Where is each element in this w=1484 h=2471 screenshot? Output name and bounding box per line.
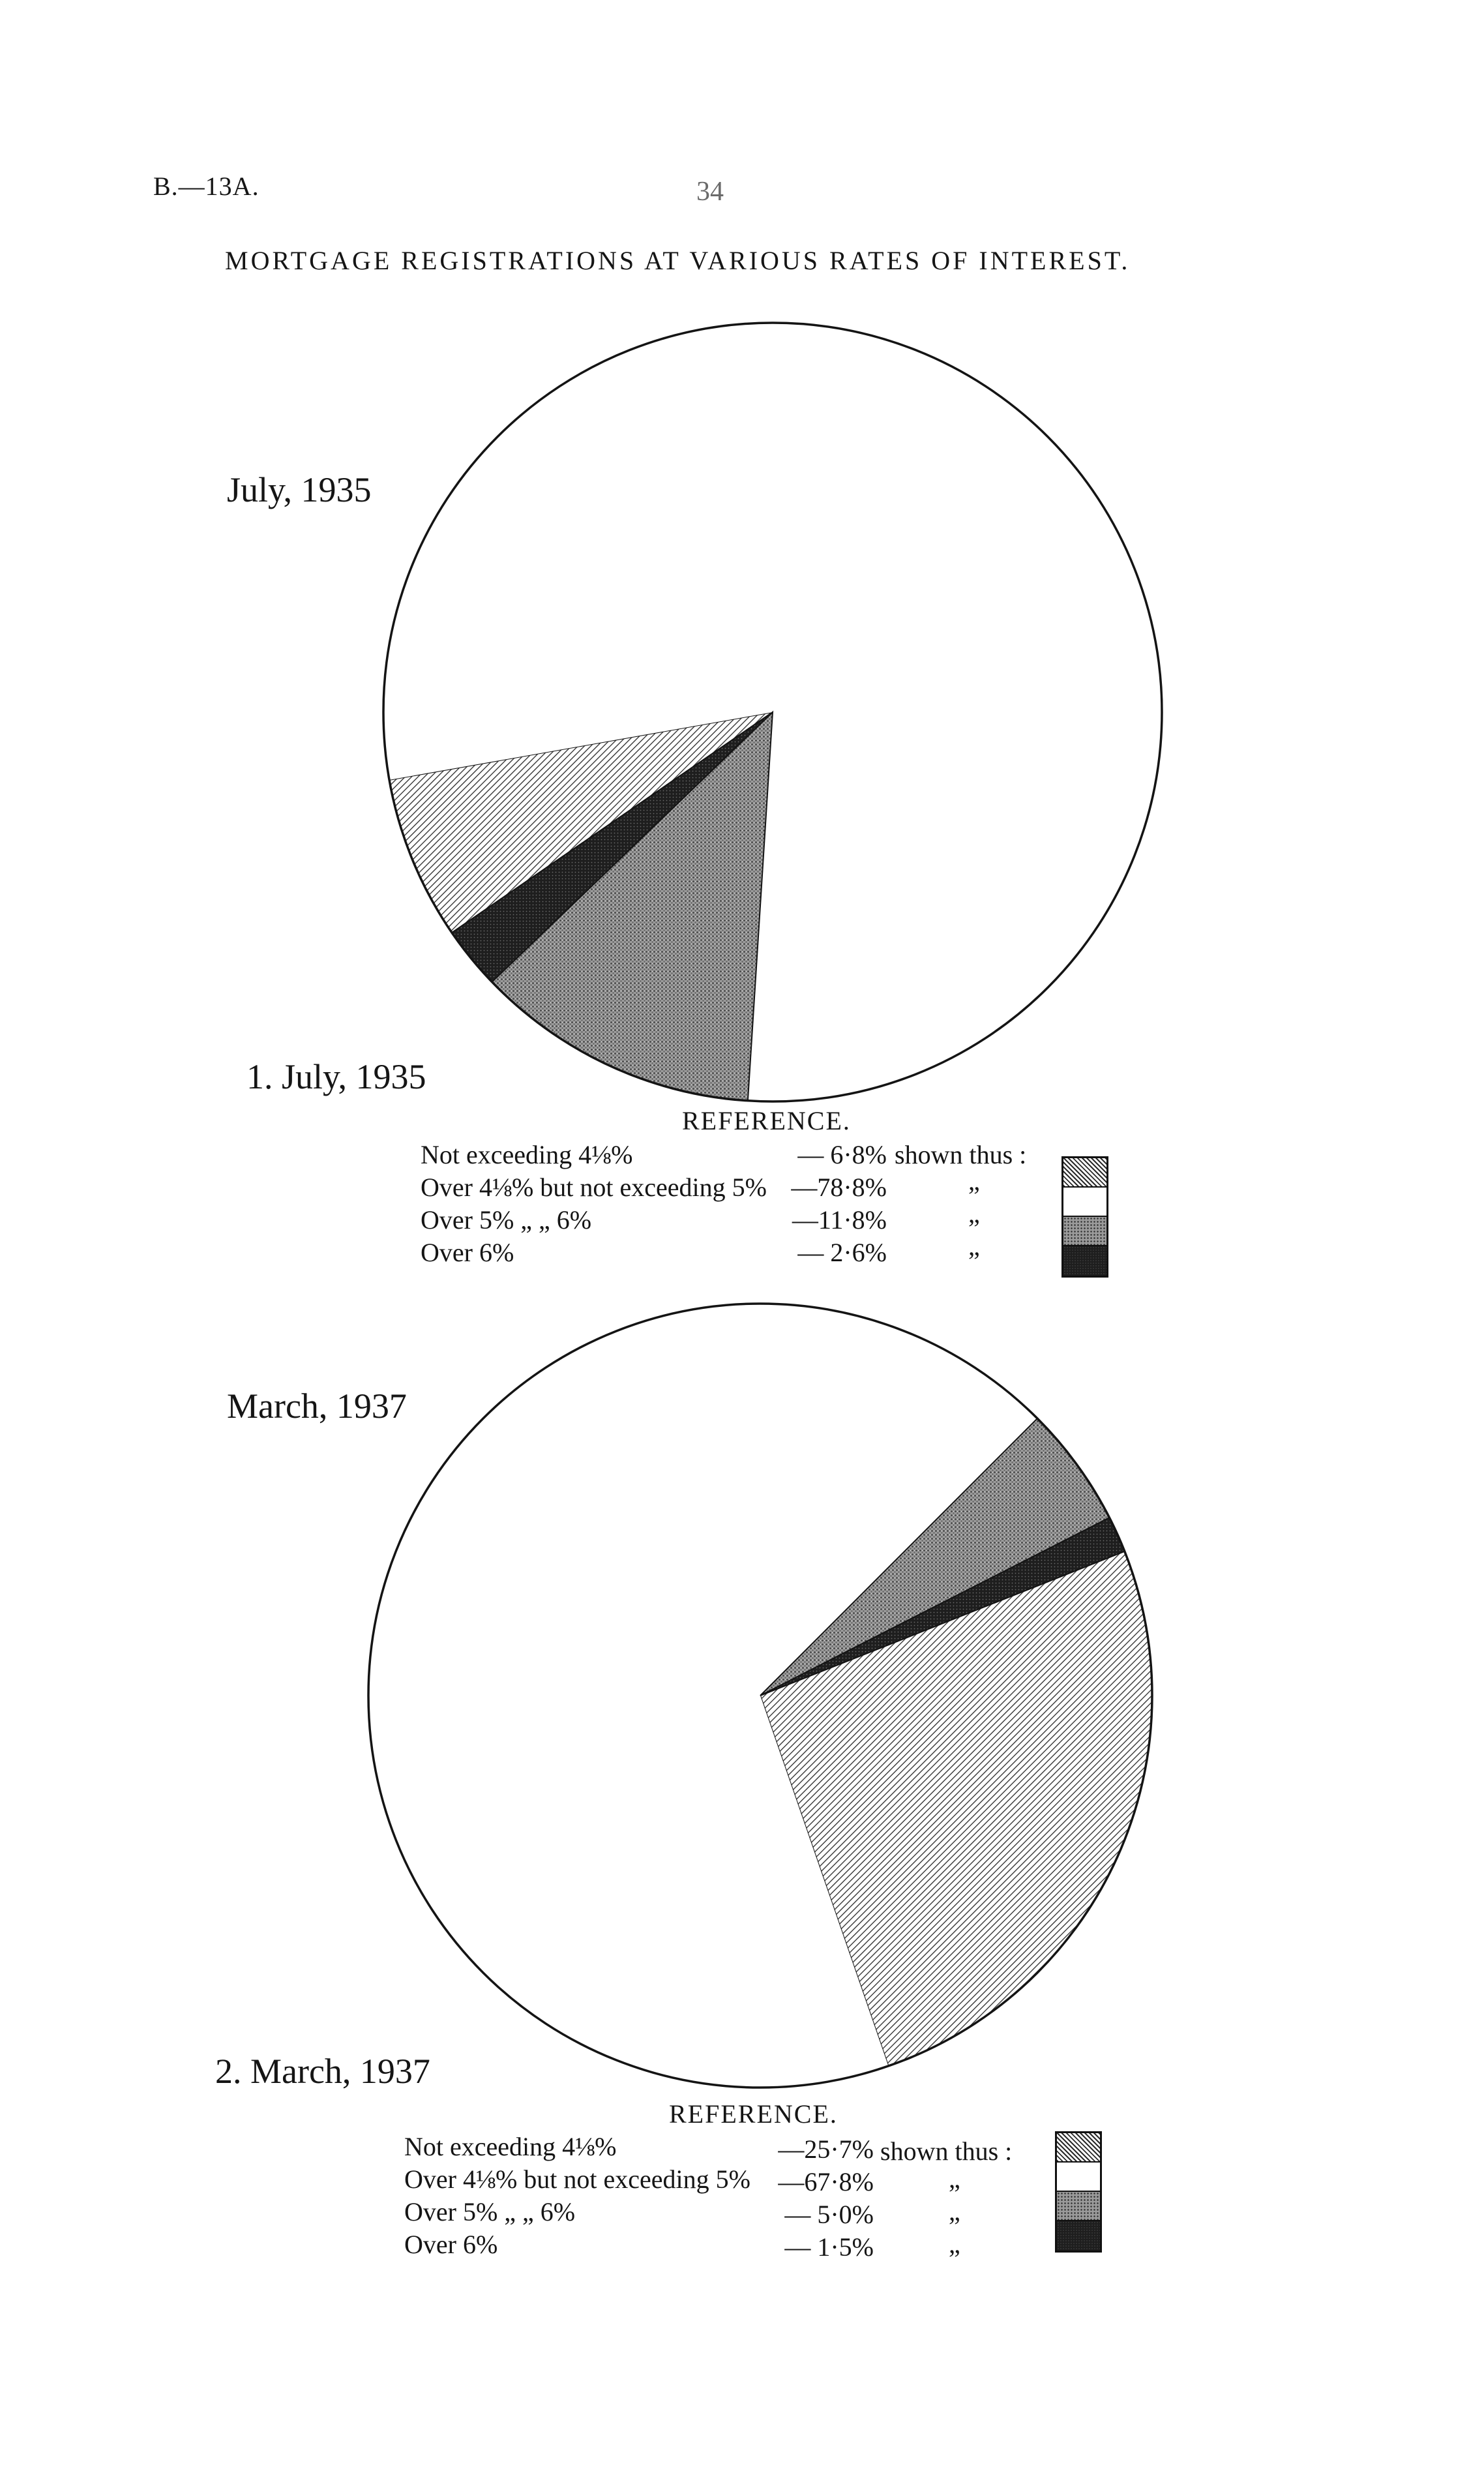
chart-2-ditto-2: ”: [949, 2179, 960, 2208]
chart-2-swatch-fine-hatch: [1057, 2133, 1100, 2163]
chart-2-ditto-4: ”: [949, 2244, 960, 2273]
chart-1-legend-value-3: —11·8%: [792, 1205, 887, 1235]
chart-2-shown-thus: shown thus :: [880, 2136, 1013, 2166]
chart-1-ditto-3: ”: [968, 1214, 980, 1243]
page-number: 34: [696, 177, 724, 207]
chart-2-legend-label-4: Over 6%: [404, 2230, 498, 2259]
chart-1-legend-value-1: — 6·8%: [797, 1140, 887, 1169]
chart-2-legend-value-4: — 1·5%: [784, 2232, 874, 2262]
chart-1-legend-label-4: Over 6%: [421, 1238, 514, 1267]
chart-2-caption: 2. March, 1937: [215, 2052, 430, 2091]
chart-2-legend-label-3: Over 5% „ „ 6%: [404, 2197, 576, 2226]
chart-2-legend-swatches: [1055, 2131, 1102, 2253]
chart-2-swatch-dark: [1057, 2221, 1100, 2251]
chart-1-legend-label-3: Over 5% „ „ 6%: [421, 1205, 592, 1235]
page-heading: MORTGAGE REGISTRATIONS AT VARIOUS RATES OF INTEREST.: [225, 246, 1131, 275]
chart-1-ditto-2: ”: [968, 1181, 980, 1210]
chart-2-reference-title: REFERENCE.: [669, 2099, 838, 2129]
chart-2-legend-value-1: —25·7%: [778, 2134, 874, 2164]
chart-1-reference-title: REFERENCE.: [682, 1106, 851, 1135]
chart-1-side-label: July, 1935: [227, 470, 372, 509]
chart-2-legend-label-2: Over 4⅛% but not exceeding 5%: [404, 2164, 750, 2194]
chart-1-ditto-4: ”: [968, 1246, 980, 1276]
chart-2-swatch-stipple: [1057, 2192, 1100, 2221]
chart-1-legend-value-4: — 2·6%: [797, 1238, 887, 1267]
chart-2-legend-value-3: — 5·0%: [784, 2200, 874, 2229]
chart-1-caption: 1. July, 1935: [246, 1057, 426, 1096]
chart-2-side-label: March, 1937: [227, 1386, 407, 1426]
chart-2-legend-label-1: Not exceeding 4⅛%: [404, 2132, 617, 2161]
document-reference: B.—13A.: [153, 172, 260, 201]
chart-1-legend-label-2: Over 4⅛% but not exceeding 5%: [421, 1173, 767, 1202]
chart-2-swatch-white: [1057, 2163, 1100, 2192]
chart-1-shown-thus: shown thus :: [895, 1140, 1027, 1169]
chart-1-legend-label-1: Not exceeding 4⅛%: [421, 1140, 633, 1169]
chart-1-legend-value-2: —78·8%: [791, 1173, 887, 1202]
chart-2-ditto-3: ”: [949, 2211, 960, 2241]
chart-2-legend-value-2: —67·8%: [778, 2167, 874, 2196]
